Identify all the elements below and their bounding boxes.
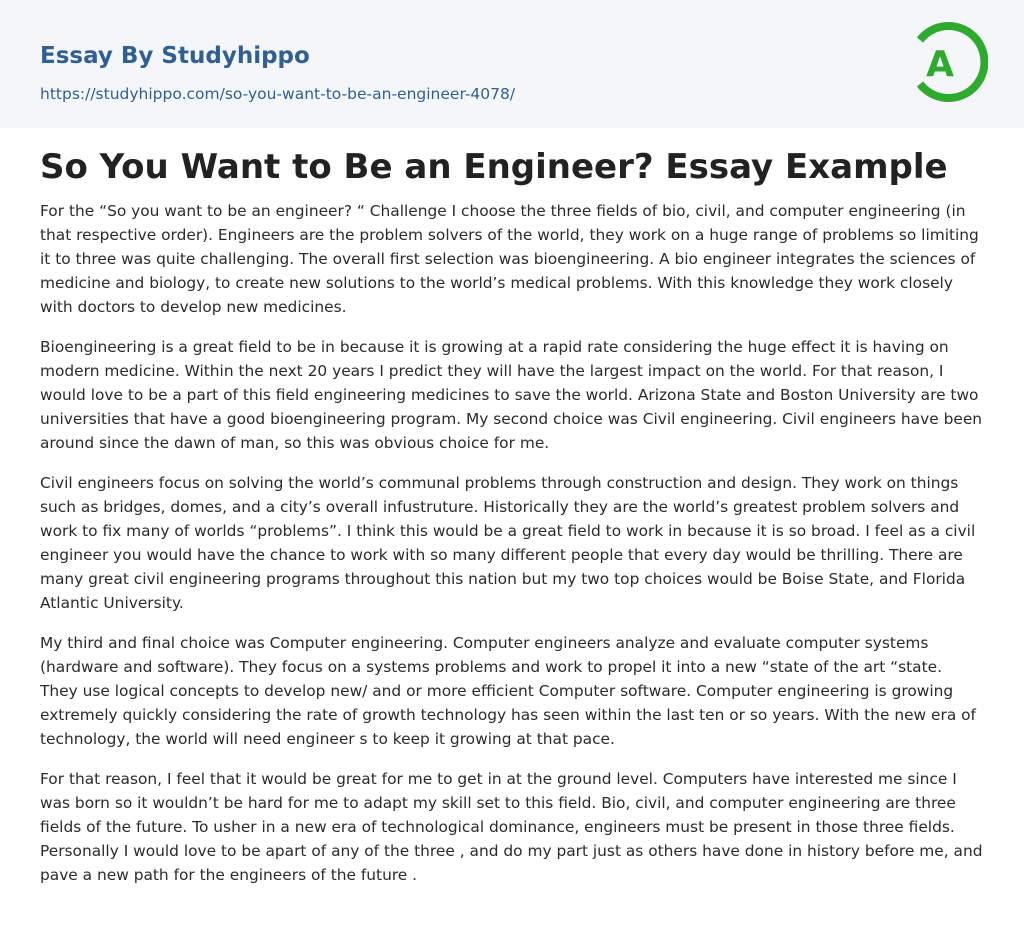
article-paragraph-2: Bioengineering is a great field to be in because it is growing at a rapid rate considering the huge effect it is having on modern medicine. Within the next 20 years I predict they will have the largest impact on the world. For that reason, I would love to be a part of this field engineering medicines to save the world. Arizona State and Boston University are two universities that have a good bioengineering program. My second choice was Civil engineering. Civil engineers have been around since the dawn of man, so this was obvious choice for me. — [40, 338, 983, 452]
site-header — [0, 0, 1024, 128]
article-paragraph-1: For the “So you want to be an engineer? “ Challenge I choose the three fields of bio, civil, and computer engineering (in that respective order). Engineers are the problem solvers of the world, they work on a huge range of problems so limiting it to three was quite challenging. The overall first selection was bioengineering. A bio engineer integrates the sciences of medicine and biology, to create new solutions to the world’s medical problems. With this knowledge they work closely with doctors to develop new medicines. — [40, 202, 979, 316]
article-title: So You Want to Be an Engineer? Essay Example — [40, 147, 948, 187]
source-url-link[interactable]: https://studyhippo.com/so-you-want-to-be-an-engineer-4078/ — [40, 85, 516, 103]
article — [40, 143, 984, 903]
site-brand[interactable]: Essay By Studyhippo — [40, 43, 310, 69]
article-paragraph-4: My third and final choice was Computer engineering. Computer engineers analyze and evaluate computer systems (hardware and software). They focus on a systems problems and work to propel it into a new “state of the art “state. They use logical concepts to develop new/ and or more efficient Computer software. Computer engineering is growing extremely quickly considering the rate of growth technology has seen within the last ten or so years. With the new era of technology, the world will need engineer s to keep it growing at that pace. — [40, 634, 976, 748]
logo-icon[interactable] — [912, 18, 988, 106]
logo-letter: A — [926, 44, 954, 85]
article-paragraph-3: Civil engineers focus on solving the world’s communal problems through construction and design. They work on things such as bridges, domes, and a city’s overall infustruture. Historically they are the world’s greatest problem solvers and work to fix many of worlds “problems”. I think this would be a great field to work in because it is so broad. I feel as a civil engineer you would have the chance to work with so many different people that every day would be thrilling. There are many great civil engineering programs throughout this nation but my two top choices would be Boise State, and Florida Atlantic University. — [40, 474, 976, 612]
article-paragraph-5: For that reason, I feel that it would be great for me to get in at the ground level. Computers have interested me since I was born so it wouldn’t be hard for me to adapt my skill set to this field. Bio, civil, and computer engineering are three fields of the future. To usher in a new era of technological dominance, engineers must be present in those three fields. Personally I would love to be apart of any of the three , and do my part just as others have done in history before me, and pave a new path for the engineers of the future . — [40, 770, 983, 884]
